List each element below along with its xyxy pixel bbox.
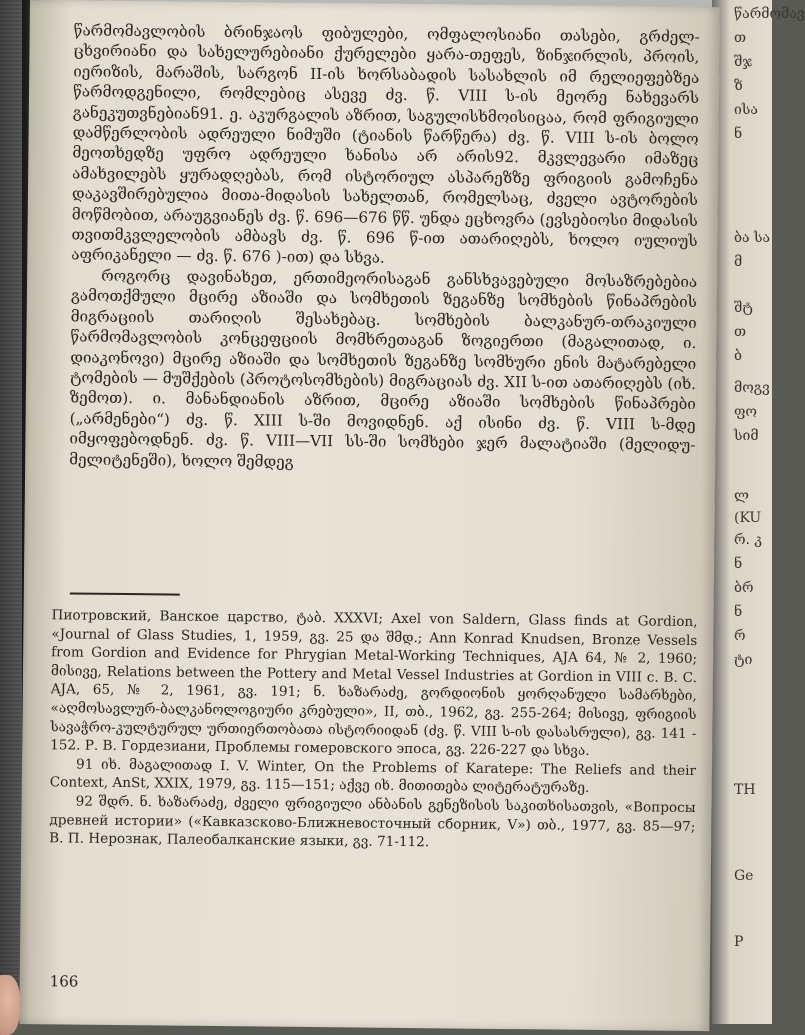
facing-page-fragment: Ge: [734, 868, 754, 884]
facing-page: [712, 0, 805, 1024]
footnote-91: 91 იხ. მაგალითად I. V. Winter, On the Problems of Karatepe: The Reliefs and their Context, AnSt, XXIX, 1979, გვ. 115—151; აქვე იხ. მითითება ლიტერატურაზე.: [49, 756, 697, 797]
facing-page-fragment: ბა სა: [734, 230, 771, 246]
facing-page-fragment: ნ: [734, 556, 743, 572]
paragraph: წარმომავლობის ბრინჯაოს ფიბულები, ომფალოსიანი თასები, გრძელ-ცხვირიანი და სახელურებიანი ქურელები ყარა-თეფეს, ზინჯირლის, პროის, იერიზის, მარაშის, სარგონ II-ის ხორსაბადის სასახლის იმ რელიეფებზეა წარმოდგენილი, რომლებიც ასევე ძვ. წ. VIII ს-ის მეორე ნახევარს განეკუთვნებიან91. ე. აკურგალის აზრით, საგულისხმოისიცაა, რომ ფრიგიული დამწერლობის ადრეული ნიმუში (ტიანის წარწერა) ძვ. წ. VIII ს-ის ბოლო მეოთხედზე უფრო ადრეული ხანისა არ არის92. მკვლევარი იმაზეც ამახვილებს ყურადღებას, რომ ისტორიულ ასპარეზზე ფრიგიის გამოჩენა დაკავშირებულია მითა-მიდასის სახელთან, რომელსაც, ძველი ავტორების მოწმობით, არაუგვიანეს ძვ. წ. 696—676 წწ. უნდა ეცხოვრა (ევსებიოსი მიდასის თვითმკვლელობის ამბავს ძვ. წ. 696 წ-ით ათარიღებს, ხოლო იულიუს აფრიკანელი — ძვ. წ. 676 )-ით) და სხვა.: [71, 21, 700, 268]
footnote-separator: [70, 592, 180, 595]
facing-page-fragment: თ: [734, 324, 747, 340]
gutter-shadow: [0, 0, 30, 1024]
facing-page-fragment: თ: [734, 30, 747, 46]
facing-page-fragment: (KU: [734, 510, 762, 526]
facing-page-fragment: ზ: [734, 78, 743, 94]
facing-page-fragment: ფო: [734, 404, 757, 420]
page-number: 166: [49, 972, 79, 991]
facing-page-fragment: შტ: [734, 300, 753, 316]
thumb: [0, 975, 20, 1035]
facing-page-fragment: ლ: [734, 488, 749, 504]
facing-page-fragment: ბრ: [734, 580, 754, 596]
facing-page-fragment: ბ: [734, 348, 742, 364]
facing-page-fragment: ნ: [734, 126, 743, 142]
facing-page-fragment: სიმ: [734, 428, 759, 444]
facing-page-fragment: მოგვ: [734, 380, 770, 396]
facing-page-fragment: რ: [734, 628, 746, 644]
footnote-continued: Пиотровский, Ванское царство, ტაბ. XXXVI; Axel von Saldern, Glass finds at Gordion, «Journal of Glass Studies, 1, 1959, გვ. 25 და შმდ.; Ann Konrad Knudsen, Bronze Vessels from Gordion and Evidence for Phrygian Metal-Working Techniques, AJA 64, № 2, 1960; მისივე, Relations between the Pottery and Metal Vessel Industries at Gordion in VIII c. B. C. AJA, 65, № 2, 1961, გვ. 191; ნ. ხაზარაძე, გორდიონის ყორღანული სამარხები, «აღმოსავლურ-ბალკანოლოგიური კრებული», II, თბ., 1962, გვ. 255-264; მისივე, ფრიგიის სავაჭრო-კულტურულ ურთიერთობათა ისტორიიდან (ძვ. წ. VIII ს-ის დასასრული), გვ. 141 - 152. Р. В. Гордезиани, Проблемы гомеровского эпоса, გვ. 226-227 და სხვა.: [50, 607, 698, 760]
footnotes: [49, 606, 697, 854]
facing-page-fragment: TH: [734, 782, 756, 798]
facing-page-fragment: ტი: [734, 652, 753, 668]
facing-page-fragment: ისა: [734, 102, 758, 118]
facing-page-fragment: შჯ: [734, 54, 752, 70]
facing-page-fragment: P: [734, 934, 744, 950]
paragraph: როგორც დავინახეთ, ერთიმეორისაგან განსხვავებული მოსაზრებებია გამოთქმული მცირე აზიაში და სომხეთის ზეგანზე სომხების წინაპრების მიგრაციის თარიღის შესახებაც. სომხების ბალკანურ-თრაკიული წარმომავლობის კონცეფციის მომხრეთაგან ზოგიერთი (მაგალითად, ი. დიაკონოვი) მცირე აზიაში და სომხეთის ზეგანზე სომხური ენის მატარებელი ტომების — მუშქების (პროტოსომხების) მიგრაციას ძვ. XII ს-ით ათარიღებს (იხ. ზემოთ). ი. მანანდიანის აზრით, მცირე აზიაში სომხების წინაპრები („არმენები“) ძვ. წ. XIII ს-ში მოვიდნენ. აქ ისინი ძვ. წ. VIII ს-მდე იმყოფებოდნენ. ძვ. წ. VIII—VII სს-ში სომხები ჯერ მალატიაში (მელიდუ-მელიტენეში), ხოლო შემდეგ: [69, 266, 698, 471]
facing-page-fragment: მ: [734, 254, 743, 270]
main-text: [69, 20, 700, 475]
footnote-92: 92 შდრ. ნ. ხაზარაძე, ძველი ფრიგიული ანბანის გენეზისის საკითხისათვის, «Вопросы древней истории» («Кавказсково-Ближневосточный сборник, V») თბ., 1977, გვ. 85—97; В. П. Нерознак, Палеобалканские языки, გვ. 71-112.: [49, 793, 696, 851]
facing-page-fragment: წარმომავ: [734, 6, 805, 22]
book-page: [19, 0, 720, 1031]
facing-page-fragment: ნ: [734, 604, 743, 620]
facing-page-fragment: რ. კ: [734, 532, 763, 548]
